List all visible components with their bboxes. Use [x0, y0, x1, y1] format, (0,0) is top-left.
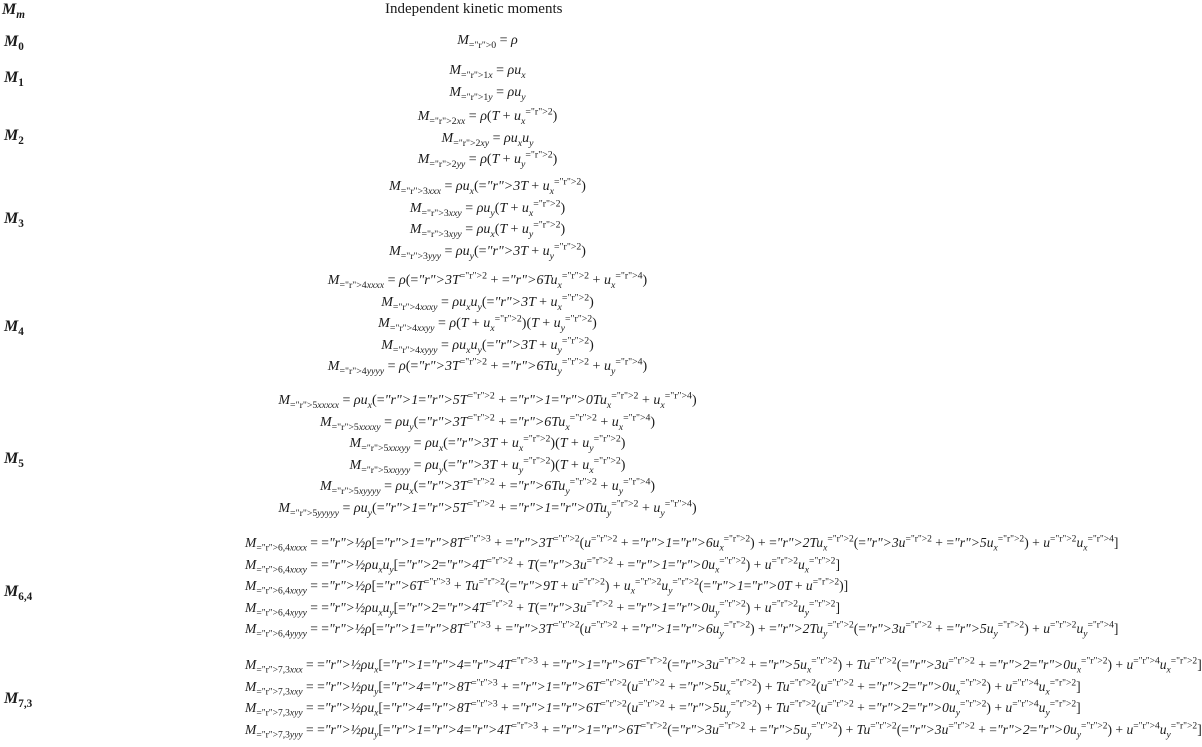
moment-equation: $M_{="r">4xxxy}$ = $\rho u_xu_y(="r">3T + u_x^{="r">2})$: [381, 291, 594, 313]
equation-list: [245, 106, 730, 171]
moment-equation: $M_{="r">6,4xxxx}$ = $="r">\frac{1}{2}\rho[="r">1="r">8T^{="r">3}$ + $="r">3T^{="r">2}(u^{="r">2}$ + $="r">1="r">6u_x^{="r">2}$) + $="r">2Tu_x^{="r">2}(="r">3u^{="r">2}$ + $="r">5u_x^{="r">2}) + u^{="r">2}u_x^{="r">4}$]: [245, 534, 1119, 554]
moment-equation: $M_{="r">4xxyy} = \rho(T + u_x^{="r">2})(T + u_y^{="r">2})$: [378, 313, 597, 334]
moment-equation: $M_{="r">5xxxxy}$ = $\rho u_y(="r">3T^{="r">2}$ + $="r">6Tu_x^{="r">2} + u_x^{="r">4}$): [319, 411, 656, 433]
moment-equation: $M_{="r">7,3xxx}$ = $="r">\frac{1}{2}\rho u_x[="r">1="r">4="r">4T^{="r">3}$ + $="r">1="r">6T^{="r">2}(="r">3u^{="r">2}$ + $="r">5u_x^{="r">2}$) + $Tu^{="r">2}(="r">3u^{="r">2}$ + $="r">2="r">0u_x^{="r">2}) + u^{="r">4}u_x^{="r">2}$]: [245, 656, 1202, 676]
equation-list: [245, 532, 1119, 640]
equation-list: [245, 390, 730, 519]
equation-list: [245, 654, 1202, 741]
moment-equation: $M_{="r">7,3yyy}$ = $="r">\frac{1}{2}\rho u_y[="r">1="r">4="r">4T^{="r">3}$ + $="r">1="r">6T^{="r">2}(="r">3u^{="r">2}$ + $="r">5u_y^{="r">2}$) + $Tu^{="r">2}(="r">3u^{="r">2}$ + $="r">2="r">0u_y^{="r">2}) + u^{="r">4}u_y^{="r">2}$]: [245, 720, 1202, 741]
kinetic-moments-column-header: Independent kinetic moments: [385, 1, 563, 17]
moment-equation: $M_{="r">5xxxxx}$ = $\rho u_x(="r">1="r">5T^{="r">2}$ + $="r">1="r">0Tu_x^{="r">2} + u_x^{="r">4}$): [278, 390, 697, 411]
moment-equation: $M_{="r">4xxxx}$ = $\rho(="r">3T^{="r">2}$ + $="r">6Tu_x^{="r">2} + u_x^{="r">4}$): [327, 270, 648, 291]
moment-equation: $M_{="r">5xxyyy}$ = $\rho u_y(="r">3T + u_y^{="r">2})(T + u_x^{="r">2})$: [349, 454, 626, 476]
moment-equation: $M_{="r">2xx} = \rho(T + u_x^{="r">2})$: [417, 106, 558, 127]
moment-equation: $M_{="r">5xxxyy}$ = $\rho u_x(="r">3T + u_x^{="r">2})(T + u_y^{="r">2})$: [349, 433, 626, 454]
moment-equation: $M_{="r">3xxx}$ = $\rho u_x(="r">3T + u_x^{="r">2})$: [389, 176, 586, 197]
moment-column-header: $M_m$: [2, 1, 25, 22]
moment-label: $M_0$: [4, 33, 24, 54]
moment-equation: $M_{="r">5xyyyy}$ = $\rho u_x(="r">3T^{="r">2}$ + $="r">6Tu_y^{="r">2} + u_y^{="r">4}$): [319, 476, 656, 497]
moment-equation: $M_{="r">1y} = \rho u_y$: [449, 84, 526, 103]
moment-equation: $M_{="r">5yyyyy}$ = $\rho u_y(="r">1="r">5T^{="r">2}$ + $="r">1="r">0Tu_y^{="r">2} + u_y^{="r">4}$): [278, 497, 697, 519]
moment-equation: $M_{="r">2xy} = \rho u_xu_y$: [441, 130, 534, 149]
moment-equation: $M_{="r">6,4yyyy}$ = $="r">\frac{1}{2}\rho[="r">1="r">8T^{="r">3}$ + $="r">3T^{="r">2}(u^{="r">2}$ + $="r">1="r">6u_y^{="r">2}$) + $="r">2Tu_y^{="r">2}(="r">3u^{="r">2}$ + $="r">5u_y^{="r">2}) + u^{="r">2}u_y^{="r">4}$]: [245, 620, 1119, 640]
moment-equation: $M_{="r">6,4xxyy}$ = $="r">\frac{1}{2}\rho[="r">6T^{="r">3}$ + $Tu^{="r">2}(="r">9T + u^{="r">2})$ + $u_x^{="r">2}u_y^{="r">2}(="r">1="r">0T + u^{="r">2})$]: [245, 577, 849, 597]
moment-equation: $M_{="r">7,3xxy}$ = $="r">\frac{1}{2}\rho u_y[="r">4="r">8T^{="r">3}$ + $="r">1="r">6T^{="r">2}(u^{="r">2}$ + $="r">5u_x^{="r">2}) + Tu^{="r">2}(u^{="r">2}$ + $="r">2="r">0u_x^{="r">2}) + u^{="r">4}u_x^{="r">2}$]: [245, 677, 1081, 698]
equation-list: [245, 30, 730, 52]
moment-equation: $M_{="r">4yyyy}$ = $\rho(="r">3T^{="r">2}$ + $="r">6Tu_y^{="r">2} + u_y^{="r">4}$): [327, 356, 648, 377]
moment-equation: $M_{="r">2yy} = \rho(T + u_y^{="r">2})$: [417, 149, 558, 170]
moment-label: $M_2$: [4, 127, 24, 148]
moment-label: $M_{6,4}$: [4, 583, 33, 604]
moment-equation: $M_{="r">3xxy} = \rho u_y(T + u_x^{="r">2})$: [409, 197, 566, 219]
moment-equation: $M_{="r">7,3xyy}$ = $="r">\frac{1}{2}\rho u_x[="r">4="r">8T^{="r">3}$ + $="r">1="r">6T^{="r">2}(u^{="r">2}$ + $="r">5u_y^{="r">2}) + Tu^{="r">2}(u^{="r">2}$ + $="r">2="r">0u_y^{="r">2}) + u^{="r">4}u_y^{="r">2}$]: [245, 699, 1081, 719]
moment-label: $M_4$: [4, 318, 24, 339]
moment-equation: $M_{="r">3yyy}$ = $\rho u_y(="r">3T + u_y^{="r">2})$: [389, 240, 586, 262]
moment-equation: $M_{="r">3xyy} = \rho u_x(T + u_y^{="r">2})$: [409, 219, 566, 240]
moment-equation: $M_{="r">1x} = \rho u_x$: [449, 63, 526, 81]
moment-label: $M_1$: [4, 69, 24, 90]
moment-label: $M_5$: [4, 450, 24, 471]
equation-list: [245, 176, 730, 262]
moment-equation: $M_{="r">4xyyy}$ = $\rho u_xu_y(="r">3T + u_y^{="r">2})$: [381, 334, 594, 356]
moment-label: $M_3$: [4, 210, 24, 231]
moment-equation: $M_{="r">6,4xxxy}$ = $="r">\frac{1}{2}\rho u_xu_y[="r">2="r">4T^{="r">2}$ + $T(="r">3u^{="r">2}$ + $="r">1="r">0u_x^{="r">2}) + u^{="r">2}u_x^{="r">2}$]: [245, 555, 840, 576]
moment-equation: $M_{="r">0} = \rho$: [457, 33, 518, 51]
moment-label: $M_{7,3}$: [4, 690, 33, 711]
equation-list: [245, 270, 730, 378]
table-header: [0, 0, 738, 22]
equation-list: [245, 60, 730, 103]
moment-equation: $M_{="r">6,4xyyy}$ = $="r">\frac{1}{2}\rho u_xu_y[="r">2="r">4T^{="r">2}$ + $T(="r">3u^{="r">2}$ + $="r">1="r">0u_y^{="r">2}) + u^{="r">2}u_y^{="r">2}$]: [245, 598, 840, 619]
